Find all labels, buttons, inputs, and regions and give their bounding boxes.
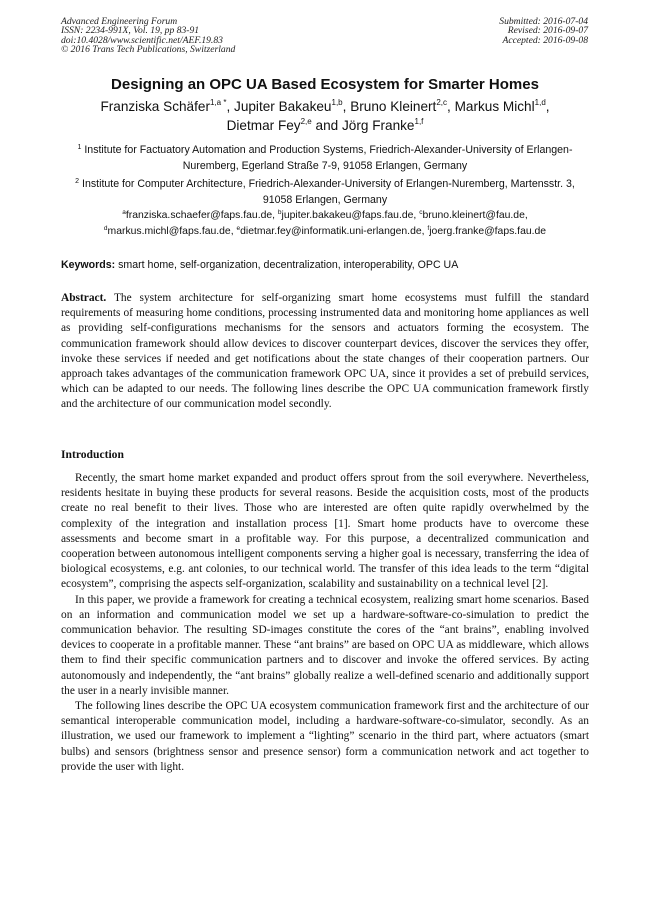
journal-doi: doi:10.4028/www.scientific.net/AEF.19.83: [61, 34, 223, 46]
affiliation-number: 2: [75, 178, 80, 185]
section-heading-introduction: Introduction: [61, 448, 124, 461]
affiliation-1: [60, 142, 590, 174]
journal-info: [61, 17, 235, 54]
paper-title: Designing an OPC UA Based Ecosystem for Smarter Homes: [111, 76, 539, 93]
revised-date: Revised: 2016-09-07: [507, 25, 588, 37]
keywords: [61, 258, 589, 272]
introduction-body: [61, 471, 589, 775]
affiliation-number: 1: [77, 144, 82, 151]
abstract-text: The system architecture for self-organizing smart home ecosystems must fulfill the standard requirements of measuring home conditions, processing instrumented data and monitoring home appliances as well as providing self-configurations mechanisms for the sensors and actuators forming the ecosystem. The communication framework should allow devices to discover counterpart devices, discover the services they offer, invoke these services if needed and get notifications about the state changes of their cooperation partners. Our approach takes advantages of the communication framework OPC UA, since it provides a set of prebuild services, which can be adapted to our needs. The following lines describe the OPC UA communication framework firstly and the architecture of our communication model secondly.: [61, 292, 589, 411]
author: Dietmar Fey$^{2,e}$ and: [226, 117, 342, 133]
author: Markus Michl$^{1,d}$,: [454, 98, 550, 114]
author: Jupiter Bakakeu$^{1,b}$,: [234, 98, 351, 114]
author-emails: $^a$franziska.schaefer@faps.fau.de, $^b$jupiter.bakakeu@faps.fau.de, $^c$bruno.kleinert@fau.de, $^d$markus.michl@faps.fau.de, $^e$dietmar.fey@informatik.uni-erlangen.de, $^f$joerg.franke@faps.fau.de: [103, 209, 547, 237]
author: Bruno Kleinert$^{2,c}$,: [350, 98, 455, 114]
email-link[interactable]: $^c$bruno.kleinert@fau.de: [419, 209, 525, 221]
author: Jörg Franke$^{1,f}$: [341, 117, 424, 133]
paragraph: The following lines describe the OPC UA ecosystem communication framework first and the architecture of our semantical interoperable communication model, including a hardware-software-co-simulator, secondly. As an illustration, we used our framework to implement a “lighting” scenario in the third part, where actuators (smart bulbs) and sensors (brightness sensor and presence sensor) form a communication network and act together to provide the user with light.: [61, 700, 589, 773]
email-link[interactable]: $^e$dietmar.fey@informatik.uni-erlangen.de: [236, 225, 422, 237]
abstract: [61, 291, 589, 413]
email-link[interactable]: $^b$jupiter.bakakeu@faps.fau.de: [277, 209, 414, 221]
paragraph: In this paper, we provide a framework for creating a technical ecosystem, realizing smart home scenarios. Based on an information and communication model we set up a hardware-software-co-simulation to predict the communication behavior. The resulting SD-images constitute the cores of the “ant brains”, enabling involved devices to cooperate in a profitable manner. These “ant brains” are based on OPC UA as middleware, which allows them to find their specific communication partners and to discover and invoke the offered services. By acting autonomously and independently, the “ant brains” globally realize a well-defined scenario and additionally support the user in a nearly invisible manner.: [61, 593, 589, 697]
submitted-date: Submitted: 2016-07-04: [499, 16, 588, 27]
affiliation-text: Institute for Factuatory Automation and Production Systems, Friedrich-Alexander-University of Erlangen-Nuremberg, Egerland Straße 7-9, 91058 Erlangen, Germany: [84, 144, 573, 172]
keywords-text: smart home, self-organization, decentralization, interoperability, OPC UA: [118, 259, 459, 271]
affiliation-text: Institute for Computer Architecture, Friedrich-Alexander-University of Erlangen-Nuremberg, Martensstr. 3, 91058 Erlangen, Germany: [82, 178, 575, 206]
author: Franziska Schäfer$^{1,a *}$,: [100, 98, 235, 114]
journal-issn: ISSN: 2234-991X, Vol. 19, pp 83-91: [61, 25, 200, 37]
affiliation-2: [60, 176, 590, 208]
abstract-label: Abstract.: [61, 292, 107, 304]
email-link[interactable]: $^a$franziska.schaefer@faps.fau.de: [122, 209, 273, 221]
author-list: [45, 97, 605, 135]
paragraph: Recently, the smart home market expanded and product offers sprout from the soil everywhere. Nevertheless, residents hesitate in buying these products for several reasons. Beside the acquisition costs, most of the products create no real benefit to their lives. Those who are interested are often quite rapidly overwhelmed by the complexity of the integration and installation process [1]. Smart home products have to overcome these assessments and become smart in a profitable way. For this purpose, a decentralized communication and cooperation between autonomous intelligent components serving a higher goal is necessary, transferring the idea of biological ecosystems, e.g. ant colonies, to our technical world. The transfer of this idea leads to the term “digital ecosystem”, comprising the aspects self-organization, scalability and sustainability on a technical level [2].: [61, 472, 589, 591]
keywords-label: Keywords:: [61, 259, 116, 271]
submission-dates: [499, 17, 588, 45]
journal-name: Advanced Engineering Forum: [61, 16, 178, 27]
journal-copyright: © 2016 Trans Tech Publications, Switzerland: [61, 43, 236, 55]
accepted-date: Accepted: 2016-09-08: [502, 34, 588, 46]
email-link[interactable]: $^f$joerg.franke@faps.fau.de: [427, 225, 547, 237]
email-link[interactable]: $^d$markus.michl@faps.fau.de: [103, 225, 231, 237]
